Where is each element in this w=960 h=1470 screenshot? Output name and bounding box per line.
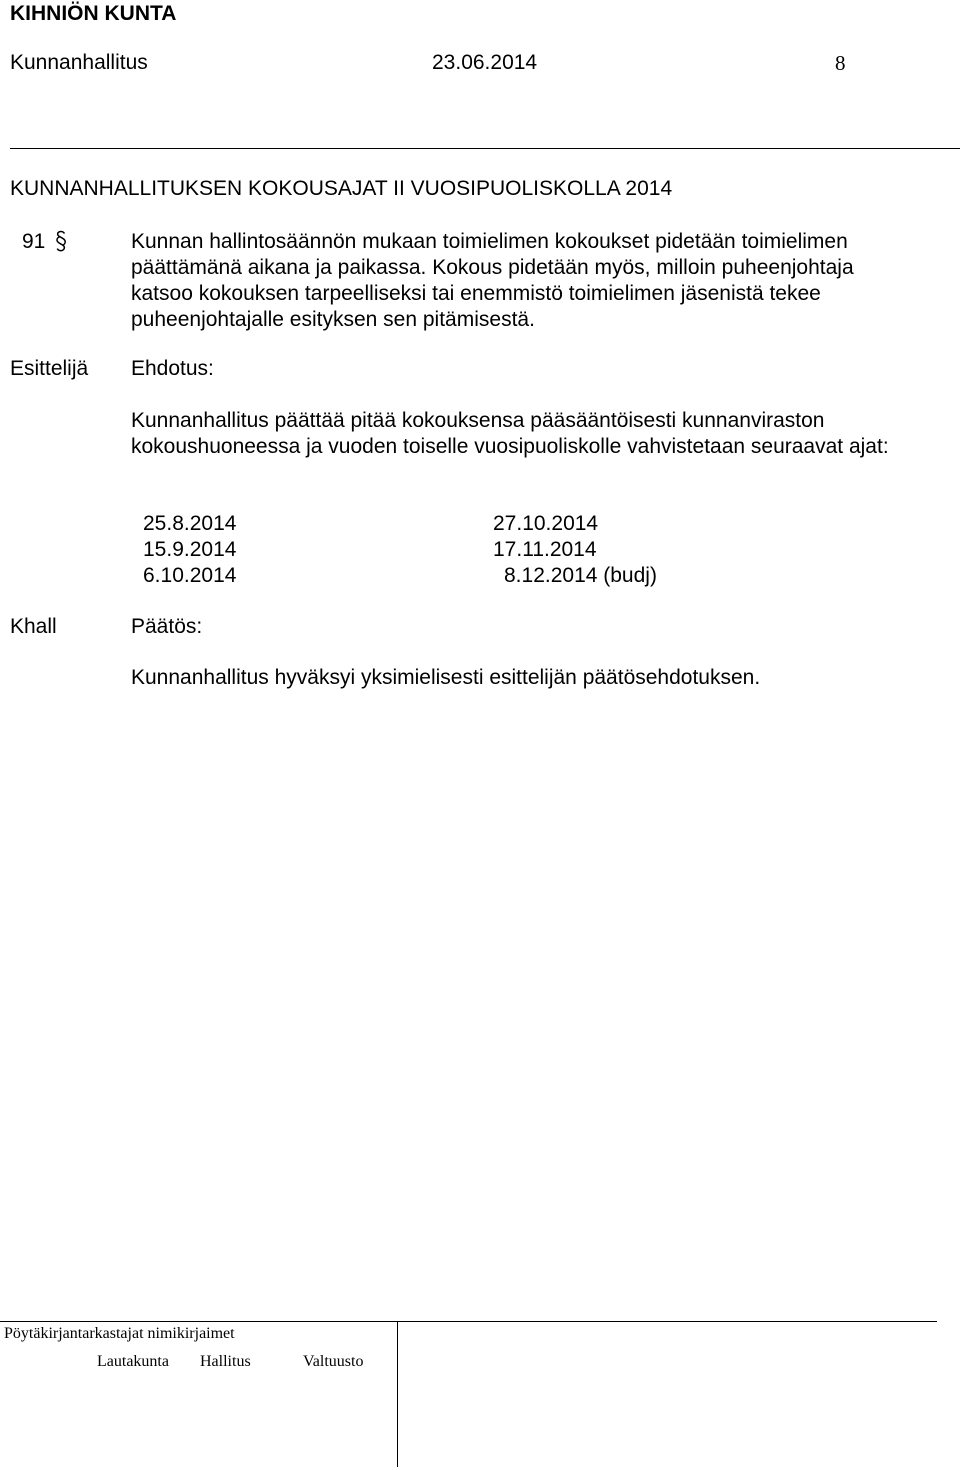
footer-column-hallitus: Hallitus [200,1353,251,1370]
organization-name: KIHNIÖN KUNTA [10,2,177,25]
presenter-label: Esittelijä [10,357,89,380]
decision-heading: Päätös: [131,615,203,638]
dates-left-column [143,511,236,589]
item-title: KUNNANHALLITUKSEN KOKOUSAJAT II VUOSIPUOLISKOLLA 2014 [10,177,673,200]
body-name: Kunnanhallitus [10,51,148,74]
proposal-text [131,408,931,460]
meeting-date-item: 17.11.2014 [493,538,597,561]
item-number-row [22,229,69,255]
footer-column-lautakunta: Lautakunta [97,1353,169,1370]
item-number: 91 [22,230,46,253]
proposal-heading: Ehdotus: [131,357,214,380]
item-body-line: katsoo kokouksen tarpeelliseksi tai enemmistö toimielimen jäsenistä tekee [131,282,821,305]
footer-column-valtuusto: Valtuusto [303,1353,364,1370]
item-body [131,229,931,333]
meeting-date-item: 15.9.2014 [143,538,237,561]
meeting-date-item: 8.12.2014 (budj) [504,564,657,587]
item-body-line: päättämänä aikana ja paikassa. Kokous pidetään myös, milloin puheenjohtaja [131,256,854,279]
meeting-date: 23.06.2014 [432,51,538,74]
section-sign-icon [53,230,69,252]
meeting-date-item: 25.8.2014 [143,512,237,535]
meeting-date-item: 6.10.2014 [143,564,237,587]
page-number: 8 [835,51,846,75]
decision-body-label: Khall [10,615,57,638]
footer-title: Pöytäkirjantarkastajat nimikirjaimet [4,1325,235,1342]
proposal-text-line: kokoushuoneessa ja vuoden toiselle vuosipuoliskolle vahvistetaan seuraavat ajat: [131,435,889,458]
item-body-line: Kunnan hallintosäännön mukaan toimielimen kokoukset pidetään toimielimen [131,230,848,253]
header-divider [10,148,960,149]
meeting-date-item: 27.10.2014 [493,512,599,535]
footer-divider [397,1321,937,1322]
decision-text: Kunnanhallitus hyväksyi yksimielisesti esittelijän päätösehdotuksen. [131,666,761,689]
proposal-text-line: Kunnanhallitus päättää pitää kokouksensa pääsääntöisesti kunnanviraston [131,409,825,432]
item-body-line: puheenjohtajalle esityksen sen pitämisestä. [131,308,535,331]
dates-right-column [493,511,657,589]
